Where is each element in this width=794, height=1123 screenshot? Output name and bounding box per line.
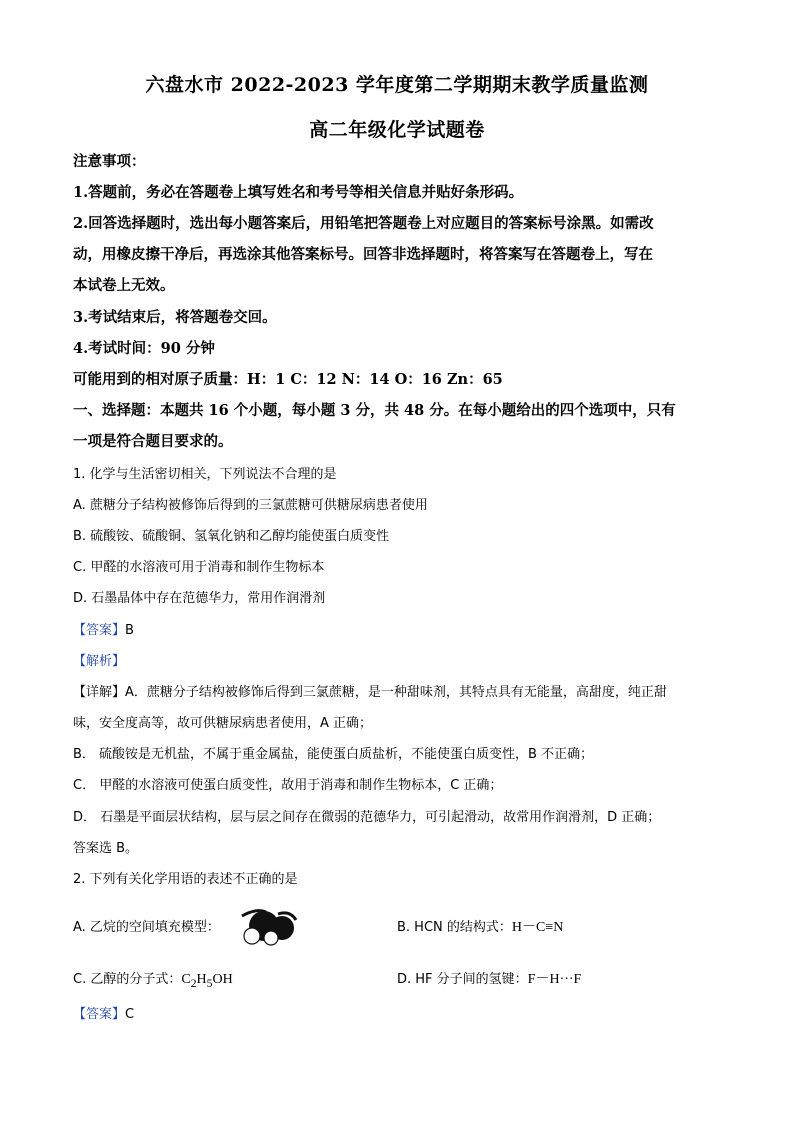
notice-item-2-line-3: 本试卷上无效。	[73, 277, 175, 294]
option-b-label: B. HCN 的结构式：	[397, 920, 512, 935]
question-1-detail-d: D． 石墨是平面层状结构，层与层之间存在微弱的范德华力，可引起滑动，故常用作润滑剂，D 正确；	[73, 810, 661, 825]
question-2-option-d	[397, 968, 581, 988]
answer-value: B	[125, 623, 134, 638]
notice-item-3: 3.考试结束后，将答题卷交回。	[73, 309, 277, 326]
question-1-option-c: C. 甲醛的水溶液可用于消毒和制作生物标本	[73, 560, 325, 575]
question-2-option-a	[73, 916, 220, 935]
question-1-detail-line-1	[73, 681, 667, 700]
question-1-conclusion: 答案选 B。	[73, 841, 139, 856]
question-1-detail-b: B． 硫酸铵是无机盐，不属于重金属盐，能使蛋白质盐析，不能使蛋白质变性，B 不正确；	[73, 747, 594, 762]
hf-hydrogen-bond-formula: F－H···F	[527, 972, 582, 987]
question-1-analysis-tag: 【解析】	[73, 654, 126, 669]
hcn-structural-formula: H－C≡N	[511, 920, 564, 935]
question-1-option-d: D. 石墨晶体中存在范德华力，常用作润滑剂	[73, 591, 326, 606]
question-1-detail-c: C． 甲醛的水溶液可使蛋白质变性，故用于消毒和制作生物标本，C 正确；	[73, 778, 503, 793]
notice-item-1: 1.答题前，务必在答题卷上填写姓名和考号等相关信息并贴好条形码。	[73, 184, 524, 201]
answer-value: C	[125, 1007, 135, 1022]
question-1-detail-line-2: 味，安全度高等，故可供糖尿病患者使用，A 正确；	[73, 716, 373, 731]
ethanol-molecular-formula: $C_2H_5OH$	[181, 972, 233, 990]
notice-item-2-line-1: 2.回答选择题时，选出每小题答案后，用铅笔把答题卷上对应题目的答案标号涂黑。如需改	[73, 215, 654, 232]
answer-tag: 【答案】	[73, 623, 126, 638]
ethane-space-filling-model-icon	[238, 906, 298, 948]
notice-item-4: 4.考试时间：90 分钟	[73, 340, 215, 357]
detail-tag: 【详解】	[73, 685, 126, 700]
section-heading-line-1: 一、选择题：本题共 16 个小题，每小题 3 分，共 48 分。在每小题给出的四个选项中，只有	[73, 402, 676, 419]
option-c-label: C. 乙醇的分子式：	[73, 972, 182, 987]
section-heading-line-2: 一项是符合题目要求的。	[73, 433, 233, 450]
question-1-option-b: B. 硫酸铵、硫酸铜、氢氧化钠和乙醇均能使蛋白质变性	[73, 529, 390, 544]
question-2-answer	[73, 1003, 134, 1022]
detail-text: A．蔗糖分子结构被修饰后得到三氯蔗糖，是一种甜味剂，其特点具有无能量，高甜度，纯正甜	[125, 685, 667, 700]
option-a-label: A. 乙烷的空间填充模型：	[73, 920, 220, 935]
answer-tag: 【答案】	[73, 1007, 126, 1022]
notice-heading: 注意事项：	[73, 153, 146, 170]
notice-item-2-line-2: 动，用橡皮擦干净后，再选涂其他答案标号。回答非选择题时，将答案写在答题卷上，写在	[73, 246, 653, 263]
question-2-stem: 2. 下列有关化学用语的表述不正确的是	[73, 872, 298, 887]
option-d-label: D. HF 分子间的氢键：	[397, 972, 528, 987]
question-1-answer	[73, 619, 134, 638]
question-2-option-b	[397, 916, 563, 936]
exam-title: 六盘水市 2022-2023 学年度第二学期期末教学质量监测	[145, 74, 649, 96]
exam-subtitle: 高二年级化学试题卷	[309, 119, 485, 141]
question-1-option-a: A. 蔗糖分子结构被修饰后得到的三氯蔗糖可供糖尿病患者使用	[73, 498, 428, 513]
atomic-mass-line: 可能用到的相对原子质量：H：1 C：12 N：14 O：16 Zn：65	[73, 371, 503, 388]
question-2-option-c	[73, 968, 233, 990]
question-1-stem: 1. 化学与生活密切相关，下列说法不合理的是	[73, 467, 337, 482]
